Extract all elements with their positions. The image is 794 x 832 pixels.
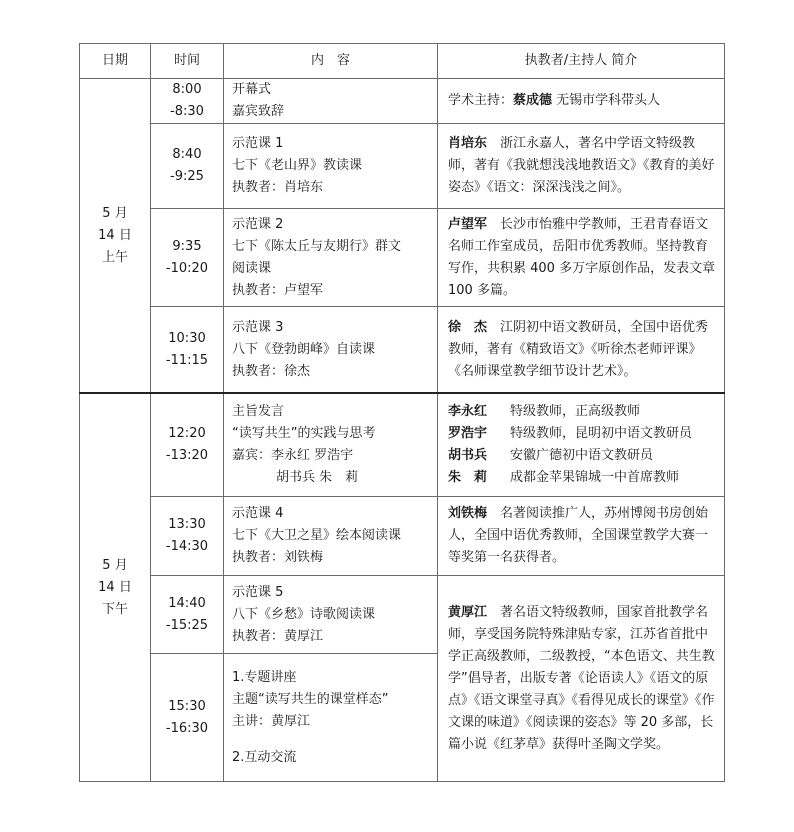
- time-end: -9:25: [170, 169, 204, 184]
- host-name: 蔡成德: [513, 93, 553, 108]
- content-line: 开幕式: [232, 82, 272, 97]
- host-prefix: 学术主持：: [448, 93, 514, 108]
- content-line: 执教者：黄厚江: [232, 628, 324, 644]
- content-cell: [224, 209, 438, 307]
- date-cell-morning: [80, 79, 151, 394]
- session-row: [80, 576, 725, 654]
- header-time: 时间: [151, 44, 224, 79]
- time-start: 8:00: [172, 82, 202, 97]
- host-desc: 无锡市学科带头人: [552, 93, 661, 108]
- content-line: 示范课 3: [232, 319, 284, 335]
- teacher-bio: 著名语文特级教师，国家首批教学名师，享受国务院特殊津贴专家，江苏省首批中学正高级教师，二级教授，“本色语文、共生教学”倡导者，出版专著《论语读人》《语文的原点》《语文课堂寻真》《看得见成长的课堂》《作文课的味道》《阅读课的姿态》等 20 多部，长篇小说《红茅草》获得叶圣陶文学奖。: [448, 604, 715, 752]
- teacher-bio: 名著阅读推广人，苏州博阅书房创始人，全国中语优秀教师，全国课堂教学大赛一等奖第一名获得者。: [448, 506, 709, 565]
- date-month: 5 月: [102, 205, 128, 221]
- teacher-bio: 浙江永嘉人，著名中学语文特级教师，著有《我就想浅浅地教语文》《教育的美好姿态》《语文：深深浅浅之间》。: [448, 136, 715, 195]
- teacher-name: 徐 杰: [448, 319, 488, 335]
- header-intro: 执教者/主持人 简介: [438, 44, 725, 79]
- date-day: 14 日: [98, 227, 132, 243]
- content-line: 七下《陈太丘与友期行》群文: [232, 238, 402, 254]
- content-line: 主题“读写共生的课堂样态”: [232, 691, 389, 707]
- content-line: 主讲：黄厚江: [232, 713, 311, 729]
- session-row: [80, 124, 725, 209]
- intro-cell: [438, 307, 725, 394]
- teacher-name: 卢望军: [448, 216, 488, 232]
- content-line: 嘉宾致辞: [232, 104, 285, 119]
- content-line: 示范课 4: [232, 506, 284, 521]
- content-line: 执教者：肖培东: [232, 180, 324, 195]
- guest-item: [448, 401, 718, 423]
- time-cell: [151, 124, 224, 209]
- header-row: [80, 44, 725, 79]
- session-row: [80, 393, 725, 497]
- teacher-name: 肖培东: [448, 136, 488, 151]
- time-cell: [151, 576, 224, 654]
- intro-cell: [438, 393, 725, 497]
- content-line: 示范课 1: [232, 136, 284, 151]
- content-line: 主旨发言: [232, 404, 285, 419]
- content-cell: [224, 654, 438, 782]
- content-line: 胡书兵 朱 莉: [276, 470, 359, 485]
- guest-desc: 安徽广德初中语文教研员: [510, 448, 654, 463]
- content-line: 执教者：刘铁梅: [232, 550, 324, 565]
- content-cell: [224, 307, 438, 394]
- time-start: 15:30: [168, 698, 206, 714]
- spacer: [232, 733, 433, 747]
- teacher-name: 刘铁梅: [448, 506, 488, 521]
- teacher-name: 黄厚江: [448, 604, 488, 620]
- date-period: 上午: [101, 249, 128, 265]
- content-line: 2.互动交流: [232, 749, 297, 765]
- teacher-bio: 江阴初中语文教研员，全国中语优秀教师，著有《精致语文》《听徐杰老师评课》《名师课堂教学细节设计艺术》。: [448, 319, 709, 379]
- content-line: 示范课 5: [232, 584, 284, 600]
- content-line: 阅读课: [232, 260, 272, 276]
- content-line: 嘉宾：李永红 罗浩宇: [232, 448, 354, 463]
- time-end: -10:20: [165, 260, 209, 276]
- time-cell: [151, 497, 224, 576]
- time-start: 12:20: [168, 426, 206, 441]
- session-row: [80, 497, 725, 576]
- date-day: 14 日: [98, 579, 132, 595]
- time-start: 9:35: [172, 238, 202, 254]
- time-cell: [151, 307, 224, 394]
- guest-name: 李永红: [448, 404, 488, 419]
- intro-cell: [438, 79, 725, 124]
- content-cell: [224, 393, 438, 497]
- guest-item: [448, 423, 718, 445]
- guest-name: 朱 莉: [448, 470, 488, 485]
- header-date: 日期: [80, 44, 151, 79]
- guest-desc: 特级教师，昆明初中语文教研员: [510, 426, 693, 441]
- content-line: 示范课 2: [232, 216, 284, 232]
- time-cell: [151, 654, 224, 782]
- guest-name: 胡书兵: [448, 448, 488, 463]
- content-cell: [224, 576, 438, 654]
- time-end: -11:15: [165, 352, 209, 368]
- content-cell: [224, 79, 438, 124]
- schedule-table: [79, 43, 725, 782]
- content-line: “读写共生”的实践与思考: [232, 426, 376, 441]
- time-end: -14:30: [165, 539, 209, 554]
- time-start: 13:30: [168, 517, 206, 532]
- time-cell: [151, 79, 224, 124]
- time-end: -15:25: [165, 617, 209, 633]
- content-cell: [224, 497, 438, 576]
- content-line: 执教者：徐杰: [232, 363, 311, 379]
- session-row: [80, 209, 725, 307]
- guest-item: [448, 445, 718, 467]
- session-row: [80, 79, 725, 124]
- content-line: 执教者：卢望军: [232, 282, 324, 298]
- time-start: 10:30: [168, 330, 206, 346]
- guest-desc: 特级教师，正高级教师: [510, 404, 641, 419]
- intro-cell: [438, 497, 725, 576]
- content-cell: [224, 124, 438, 209]
- time-end: -8:30: [170, 104, 204, 119]
- time-start: 8:40: [172, 147, 202, 162]
- content-line: 八下《乡愁》诗歌阅读课: [232, 606, 376, 622]
- time-start: 14:40: [168, 595, 206, 611]
- date-cell-afternoon: [80, 393, 151, 782]
- date-month: 5 月: [102, 557, 128, 573]
- intro-cell: [438, 124, 725, 209]
- session-row: [80, 307, 725, 394]
- teacher-bio: 长沙市怡雅中学教师，王君青春语文名师工作室成员，岳阳市优秀教师。坚持教育写作，共积累 400 多万字原创作品，发表文章 100 多篇。: [448, 216, 716, 298]
- content-line: 七下《大卫之星》绘本阅读课: [232, 528, 402, 543]
- time-cell: [151, 209, 224, 307]
- guest-item: [448, 467, 718, 489]
- header-content: 内 容: [224, 44, 438, 79]
- intro-cell: [438, 576, 725, 782]
- content-line: 八下《登勃朗峰》自读课: [232, 341, 376, 357]
- content-line: 1.专题讲座: [232, 669, 297, 685]
- intro-cell: [438, 209, 725, 307]
- guest-name: 罗浩宇: [448, 426, 488, 441]
- time-cell: [151, 393, 224, 497]
- date-period: 下午: [101, 601, 128, 617]
- time-end: -16:30: [165, 720, 209, 736]
- content-line: 七下《老山界》教读课: [232, 158, 363, 173]
- time-end: -13:20: [165, 448, 209, 463]
- guest-desc: 成都金苹果锦城一中首席教师: [510, 470, 680, 485]
